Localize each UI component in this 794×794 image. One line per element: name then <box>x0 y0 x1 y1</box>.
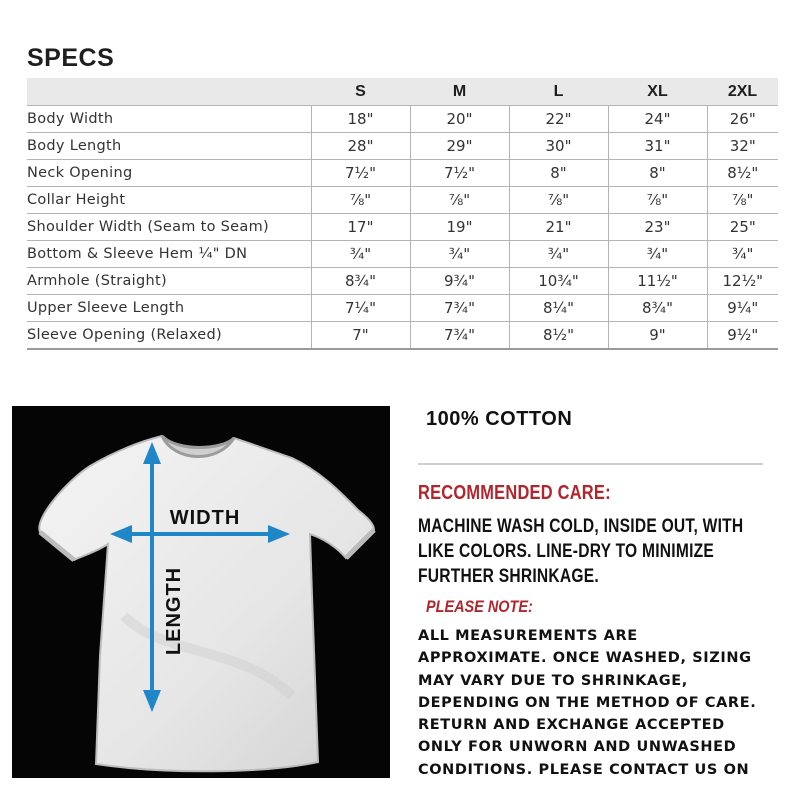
table-row <box>27 106 778 133</box>
size-header-l: L <box>509 78 608 106</box>
length-label: LENGTH <box>163 566 185 656</box>
cell-value: 9¼" <box>707 295 778 322</box>
cell-value: 20" <box>410 106 509 133</box>
specs-title: SPECS <box>27 44 115 72</box>
row-label: Body Width <box>27 106 311 133</box>
tshirt-body-shape <box>39 436 374 771</box>
cell-value: 9¾" <box>410 268 509 295</box>
cell-value: 8¾" <box>608 295 707 322</box>
cell-value: 11½" <box>608 268 707 295</box>
cell-value: 9" <box>608 322 707 350</box>
size-header-xl: XL <box>608 78 707 106</box>
cell-value: ⅞" <box>410 187 509 214</box>
size-header-s: S <box>311 78 410 106</box>
row-label: Shoulder Width (Seam to Seam) <box>27 214 311 241</box>
cell-value: 25" <box>707 214 778 241</box>
table-row <box>27 322 778 350</box>
note-text: ALL MEASUREMENTS ARE APPROXIMATE. ONCE WASHED, SIZING MAY VARY DUE TO SHRINKAGE, DEPENDING ON THE METHOD OF CARE. RETURN AND EXCHANGE ACCEPTED ONLY FOR UNWORN AND UNWASHED CONDITIONS. PLEASE CONTACT US ON <box>418 628 757 778</box>
size-header-row <box>27 78 778 106</box>
cell-value: ¾" <box>410 241 509 268</box>
cell-value: 8¼" <box>509 295 608 322</box>
cell-value: 8½" <box>707 160 778 187</box>
cell-value: ¾" <box>608 241 707 268</box>
cell-value: ⅞" <box>311 187 410 214</box>
row-label: Sleeve Opening (Relaxed) <box>27 322 311 350</box>
note-heading: PLEASE NOTE: <box>426 597 533 616</box>
cell-value: ⅞" <box>608 187 707 214</box>
cell-value: 17" <box>311 214 410 241</box>
cell-value: ¾" <box>311 241 410 268</box>
cell-value: 26" <box>707 106 778 133</box>
size-header-2xl: 2XL <box>707 78 778 106</box>
table-row <box>27 268 778 295</box>
cell-value: 21" <box>509 214 608 241</box>
cell-value: 29" <box>410 133 509 160</box>
cell-value: 10¾" <box>509 268 608 295</box>
cell-value: 12½" <box>707 268 778 295</box>
row-label: Collar Height <box>27 187 311 214</box>
cell-value: 19" <box>410 214 509 241</box>
row-label: Armhole (Straight) <box>27 268 311 295</box>
header-blank-cell <box>27 78 311 106</box>
table-row <box>27 160 778 187</box>
size-chart-table <box>27 78 778 350</box>
tshirt-diagram <box>12 406 390 778</box>
cell-value: 8" <box>509 160 608 187</box>
cell-value: ⅞" <box>509 187 608 214</box>
cell-value: 7½" <box>311 160 410 187</box>
cell-value: 8" <box>608 160 707 187</box>
cell-value: ¾" <box>707 241 778 268</box>
cell-value: 7½" <box>410 160 509 187</box>
size-header-m: M <box>410 78 509 106</box>
cell-value: 30" <box>509 133 608 160</box>
care-instructions: MACHINE WASH COLD, INSIDE OUT, WITH LIKE COLORS. LINE-DRY TO MINIMIZE FURTHER SHRINKAGE. <box>418 516 744 587</box>
cell-value: 9½" <box>707 322 778 350</box>
care-heading: RECOMMENDED CARE: <box>418 482 611 504</box>
cell-value: 23" <box>608 214 707 241</box>
table-row <box>27 187 778 214</box>
table-row <box>27 295 778 322</box>
table-row <box>27 241 778 268</box>
cell-value: 22" <box>509 106 608 133</box>
material-label: 100% COTTON <box>426 408 573 430</box>
cell-value: 31" <box>608 133 707 160</box>
cell-value: 18" <box>311 106 410 133</box>
table-row <box>27 133 778 160</box>
cell-value: ¾" <box>509 241 608 268</box>
table-row <box>27 214 778 241</box>
cell-value: 7¾" <box>410 295 509 322</box>
cell-value: 24" <box>608 106 707 133</box>
section-divider <box>418 463 763 465</box>
cell-value: 7" <box>311 322 410 350</box>
row-label: Body Length <box>27 133 311 160</box>
cell-value: 7¾" <box>410 322 509 350</box>
cell-value: 7¼" <box>311 295 410 322</box>
cell-value: 8½" <box>509 322 608 350</box>
width-label: WIDTH <box>169 507 241 529</box>
row-label: Bottom & Sleeve Hem ¼" DN <box>27 241 311 268</box>
cell-value: 8¾" <box>311 268 410 295</box>
cell-value: ⅞" <box>707 187 778 214</box>
cell-value: 32" <box>707 133 778 160</box>
row-label: Upper Sleeve Length <box>27 295 311 322</box>
tshirt-svg <box>12 406 390 778</box>
row-label: Neck Opening <box>27 160 311 187</box>
cell-value: 28" <box>311 133 410 160</box>
